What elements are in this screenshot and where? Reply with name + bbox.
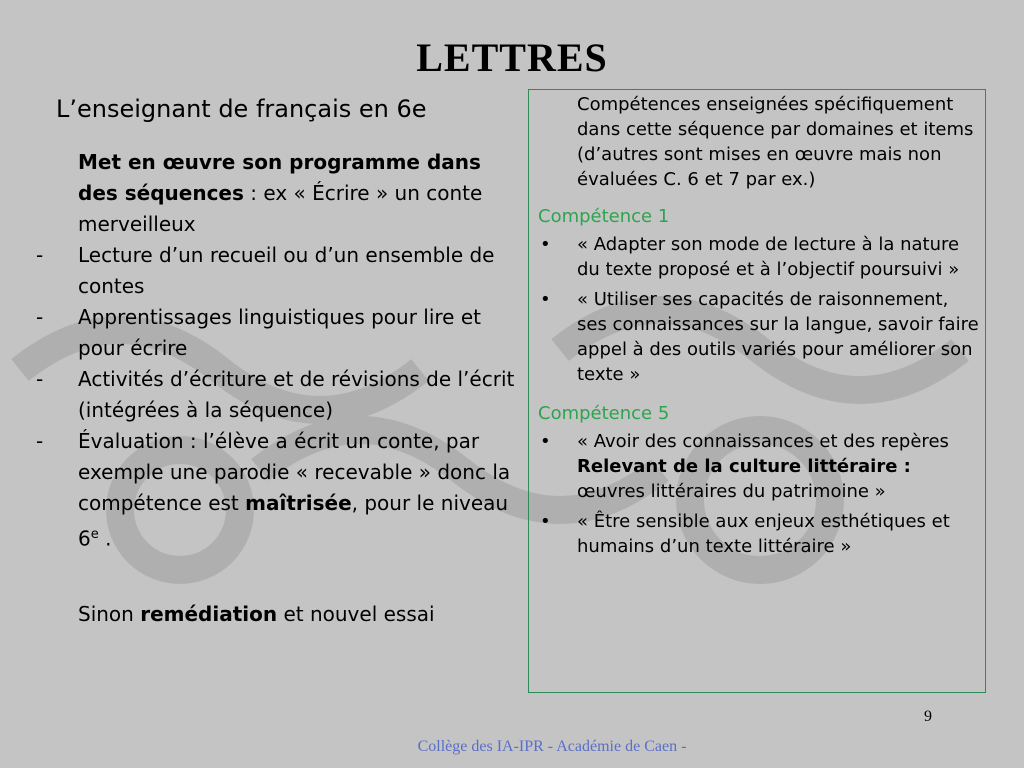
remediation-line xyxy=(78,599,520,630)
list-item xyxy=(32,240,520,302)
dash-marker: - xyxy=(36,367,44,391)
sinon-pre: Sinon xyxy=(78,601,141,626)
bullet-text xyxy=(577,429,980,504)
left-intro xyxy=(78,147,520,240)
item1-post: œuvres littéraires du patrimoine » xyxy=(577,481,886,502)
list-item-text: Activités d’écriture et de révisions de l’écrit (intégrées à la séquence) xyxy=(78,367,515,422)
bullet-marker: • xyxy=(540,289,551,310)
bullet-marker: • xyxy=(540,431,551,452)
bullet-item xyxy=(538,509,980,559)
left-column xyxy=(32,147,520,630)
bullet-text: « Utiliser ses capacités de raisonnement, ses connaissances sur la langue, savoir faire appel à des outils variés pour améliorer son texte » xyxy=(577,289,979,385)
right-column xyxy=(538,92,980,564)
dash-marker: - xyxy=(36,243,44,267)
evaluation-part3: . xyxy=(98,526,112,551)
item1-pre: « Avoir des connaissances et des repères xyxy=(577,431,949,452)
competence5-title: Compétence 5 xyxy=(538,403,670,424)
evaluation-part2: , pour le niveau 6 xyxy=(78,491,509,551)
sinon-post: et nouvel essai xyxy=(277,601,435,626)
bullet-marker: • xyxy=(540,511,551,532)
bullet-text: « Être sensible aux enjeux esthétiques et humains d’un texte littéraire » xyxy=(577,511,950,557)
page-number: 9 xyxy=(924,708,932,725)
intro-bold: Met en œuvre son programme dans des séquences xyxy=(78,150,481,205)
bullet-item xyxy=(538,429,980,504)
evaluation-part1: Évaluation : l’élève a écrit un conte, par exemple une parodie « recevable » donc la compétence est xyxy=(78,429,511,515)
bullet-item xyxy=(538,287,980,387)
bullet-item xyxy=(538,232,980,282)
intro-rest: : ex « Écrire » un conte merveilleux xyxy=(78,181,483,236)
bullet-marker: • xyxy=(540,234,551,255)
sinon-bold: remédiation xyxy=(140,601,278,626)
list-item-text: Lecture d’un recueil ou d’un ensemble de contes xyxy=(78,243,495,298)
competence1-title: Compétence 1 xyxy=(538,206,670,227)
dash-marker: - xyxy=(36,305,44,329)
competences-intro: Compétences enseignées spécifiquement dans cette séquence par domaines et items (d’autres sont mises en œuvre mais non évaluées C. 6 et 7 par ex.) xyxy=(577,94,974,190)
slide-subtitle: L’enseignant de français en 6e xyxy=(56,95,427,123)
list-item-text: Apprentissages linguistiques pour lire et pour écrire xyxy=(78,305,481,360)
evaluation-bold: maîtrisée xyxy=(245,491,352,515)
evaluation-text xyxy=(78,426,520,555)
slide-title: LETTRES xyxy=(416,35,608,80)
item1-bold: Relevant de la culture littéraire : xyxy=(577,456,911,477)
dash-marker: - xyxy=(36,429,44,453)
list-item xyxy=(32,364,520,426)
list-item xyxy=(32,302,520,364)
list-item-evaluation xyxy=(32,426,520,555)
evaluation-sup: e xyxy=(90,527,99,542)
bullet-text: « Adapter son mode de lecture à la nature du texte proposé et à l’objectif poursuivi » xyxy=(577,234,960,280)
footer-text: Collège des IA-IPR - Académie de Caen - xyxy=(417,738,687,755)
